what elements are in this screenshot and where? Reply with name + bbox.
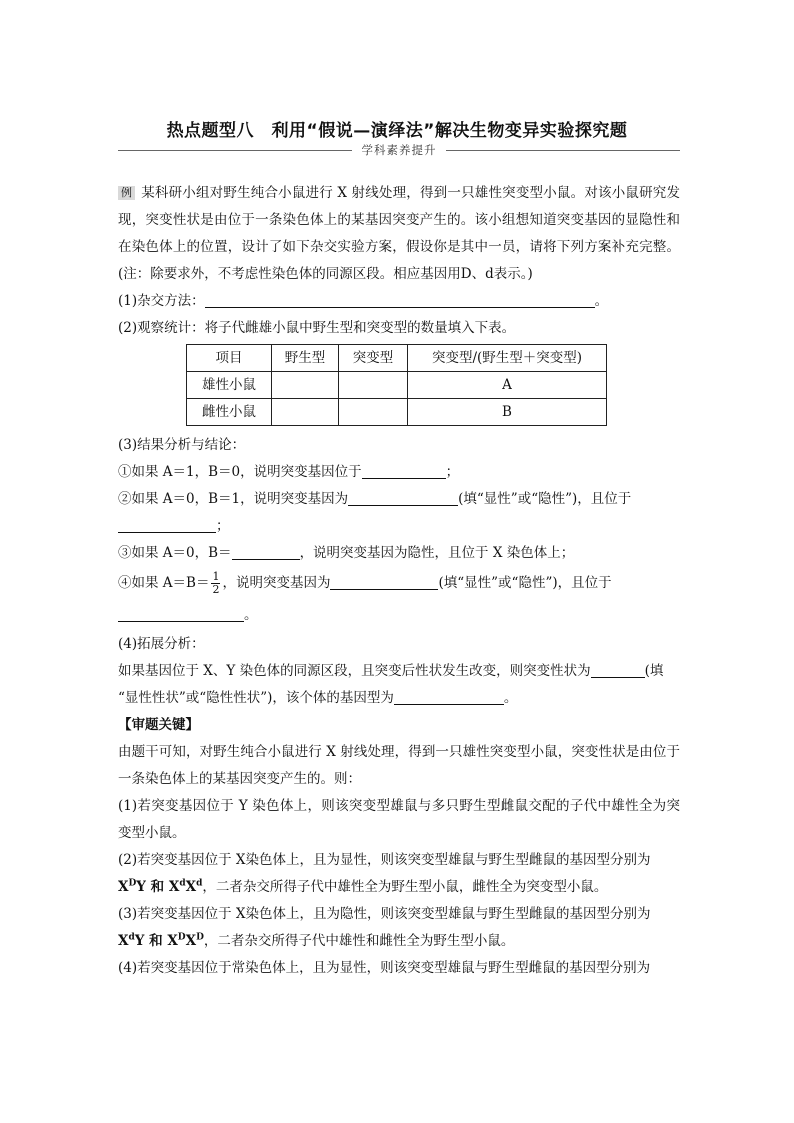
answer-blank-3c[interactable] <box>232 543 300 560</box>
genotype-male <box>118 933 204 949</box>
fraction-denominator: 2 <box>212 583 220 596</box>
key-heading: 【审题关键】 <box>118 717 199 733</box>
fraction-one-half <box>211 571 220 596</box>
q3-d-end: 。 <box>244 607 258 623</box>
key-point-2 <box>118 847 680 901</box>
q1-label: (1)杂交方法： <box>118 293 205 309</box>
answer-blank-3d2[interactable] <box>118 605 244 622</box>
fraction-numerator: 1 <box>212 570 220 583</box>
table-header: 突变型 <box>339 345 408 372</box>
key-point-3 <box>118 901 680 955</box>
answer-blank-3d1[interactable] <box>330 573 438 590</box>
content <box>118 180 680 982</box>
genotype-male <box>118 879 202 895</box>
table-cell[interactable] <box>272 399 339 426</box>
q1-end: 。 <box>594 293 609 309</box>
genotype-sup: D <box>177 932 186 943</box>
q3-c-text: ③如果 A＝0，B＝ <box>118 545 232 561</box>
table-row <box>187 399 607 426</box>
genotype-part: Y 和 X <box>134 933 178 949</box>
subtitle: 学科素养提升 <box>361 143 437 157</box>
table-cell: B <box>408 399 607 426</box>
genotype-part: X <box>118 933 129 949</box>
genotype-part: X <box>185 933 197 949</box>
table-header: 野生型 <box>272 345 339 372</box>
genotype-sup: d <box>128 932 135 943</box>
key-p2-text: (2)若突变基因位于 X染色体上，且为显性，则该突变型雄鼠与野生型雌鼠的基因型分别为 <box>118 852 651 868</box>
genotype-part: X <box>118 879 129 895</box>
q4-text3: “显性性状”或“隐性性状”)，该个体的基因型为 <box>118 690 394 706</box>
example-tag: 例 <box>118 186 135 200</box>
key-intro: 由题干可知，对野生纯合小鼠进行 X 射线处理，得到一只雄性突变型小鼠，突变性状是由位于一条染色体上的某基因突变产生的。则： <box>118 744 680 787</box>
question-2: (2)观察统计：将子代雌雄小鼠中野生型和突变型的数量填入下表。 <box>118 320 516 336</box>
question-4: (4)拓展分析： <box>118 636 205 652</box>
q3-c-end: ，说明突变基因为隐性，且位于 X 染色体上； <box>299 545 575 561</box>
table-cell[interactable] <box>339 399 408 426</box>
key-point-1: (1)若突变基因位于 Y 染色体上，则该突变型雄鼠与多只野生型雌鼠交配的子代中雄性全为突变型小鼠。 <box>118 798 680 841</box>
table-header: 项目 <box>187 345 272 372</box>
q3-d <box>118 567 680 631</box>
answer-blank-4b[interactable] <box>394 688 504 705</box>
answer-blank-3a[interactable] <box>362 462 446 479</box>
key-p3-text: (3)若突变基因位于 X染色体上，且为隐性，则该突变型雄鼠与野生型雌鼠的基因型分别为 <box>118 906 651 922</box>
intro-text: 某科研小组对野生纯合小鼠进行 X 射线处理，得到一只雄性突变型小鼠。对该小鼠研究发现，突变性状是由位于一条染色体上的某基因突变产生的。该小组想知道突变基因的显隐性和在染色体上的位置，设计了如下杂交实验方案，假设你是其中一员，请将下列方案补充完整。(注：除要求外，不考虑性染色体的同源区段。相应基因用D、d表示。) <box>118 185 680 282</box>
q3-a-text: ①如果 A＝1，B＝0，说明突变基因位于 <box>118 464 362 480</box>
table-header: 突变型/(野生型＋突变型) <box>408 345 607 372</box>
q3-d-mid1: ，说明突变基因为 <box>222 575 331 591</box>
question-1 <box>118 288 680 315</box>
table-cell: 雌性小鼠 <box>187 399 272 426</box>
observation-table <box>186 344 607 426</box>
q4-end: 。 <box>503 690 518 706</box>
divider-right <box>446 150 680 151</box>
q3-c <box>118 540 680 567</box>
key-point-4: (4)若突变基因位于常染色体上，且为显性，则该突变型雄鼠与野生型雌鼠的基因型分别为 <box>118 960 651 976</box>
table-cell[interactable] <box>339 372 408 399</box>
key-p2-end: ，二者杂交所得子代中雄性全为野生型小鼠，雌性全为突变型小鼠。 <box>202 879 608 895</box>
table-cell[interactable] <box>272 372 339 399</box>
genotype-sup: d <box>179 878 186 889</box>
q4-text <box>118 658 680 712</box>
q4-text2: (填 <box>644 663 664 679</box>
key-p3-end: ，二者杂交所得子代中雄性和雌性全为野生型小鼠。 <box>203 933 515 949</box>
table-row <box>187 372 607 399</box>
q3-a <box>118 459 680 486</box>
q3-b-mid: (填“显性”或“隐性”)，且位于 <box>458 491 632 507</box>
genotype-sup: D <box>128 878 137 889</box>
answer-blank-4a[interactable] <box>591 661 645 678</box>
question-3: (3)结果分析与结论： <box>118 437 246 453</box>
answer-blank-3b2[interactable] <box>118 516 216 533</box>
genotype-sup: D <box>196 932 204 943</box>
q3-d-text: ④如果 A＝B＝ <box>118 575 210 591</box>
answer-blank-3b1[interactable] <box>348 489 458 506</box>
page-title: 热点题型八 利用“假说—演绎法”解决生物变异实验探究题 <box>166 121 628 141</box>
example-intro <box>118 180 680 288</box>
answer-blank-1[interactable] <box>205 291 595 308</box>
table-cell: A <box>408 372 607 399</box>
q3-a-end: ； <box>445 464 460 480</box>
q3-b-text: ②如果 A＝0，B＝1，说明突变基因为 <box>118 491 349 507</box>
table-cell: 雄性小鼠 <box>187 372 272 399</box>
q3-d-mid2: (填“显性”或“隐性”)，且位于 <box>438 575 612 591</box>
table-header-row <box>187 345 607 372</box>
q4-text1: 如果基因位于 X、Y 染色体的同源区段，且突变后性状发生改变，则突变性状为 <box>118 663 591 679</box>
subtitle-row <box>118 142 680 158</box>
genotype-part: X <box>185 879 197 895</box>
q3-b <box>118 486 680 540</box>
q3-b-end: ； <box>216 518 230 534</box>
genotype-part: Y 和 X <box>136 879 180 895</box>
genotype-sup: d <box>196 878 203 889</box>
